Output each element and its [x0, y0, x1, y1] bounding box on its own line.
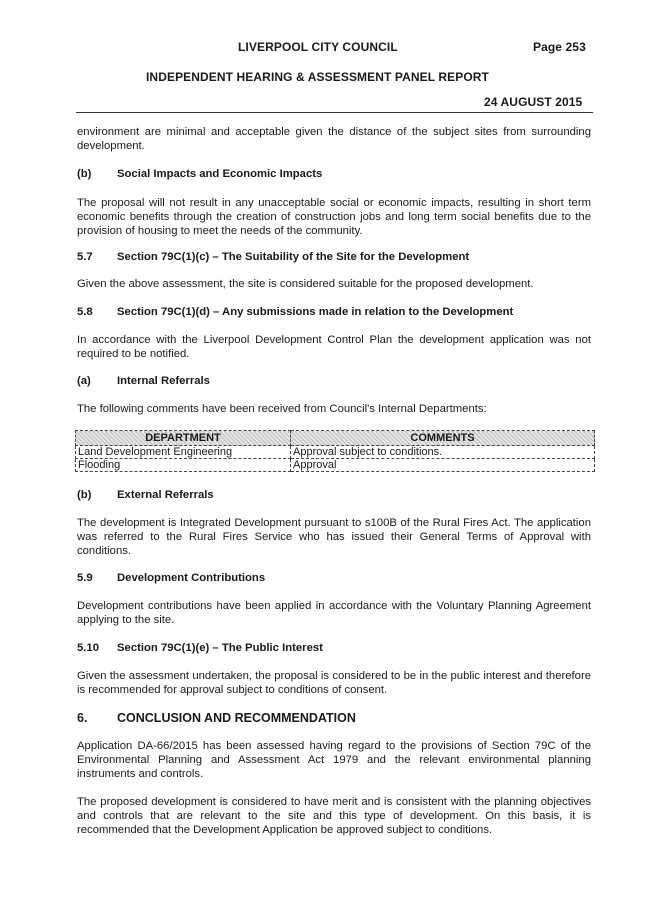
heading-conclusion: [77, 711, 356, 725]
heading-title: CONCLUSION AND RECOMMENDATION: [117, 711, 356, 725]
column-header-department: DEPARTMENT: [76, 431, 291, 446]
table-cell: Land Development Engineering: [76, 446, 291, 459]
council-name: LIVERPOOL CITY COUNCIL: [238, 40, 398, 54]
heading-internal-referrals: [77, 375, 210, 387]
conclusion-paragraph-2: The proposed development is considered to have merit and is consistent with the planning objectives and controls that are relevant to the site and this type of development. On this basis, it is recommended that the Development Application be approved subject to conditions.: [77, 796, 591, 836]
column-header-comments: COMMENTS: [291, 431, 595, 446]
heading-number: (b): [77, 489, 92, 501]
report-date: 24 AUGUST 2015: [484, 95, 583, 109]
heading-number: 6.: [77, 711, 88, 725]
heading-number: (a): [77, 375, 91, 387]
table-cell: Approval: [291, 459, 595, 472]
heading-5-8: [77, 306, 513, 318]
table-cell: Approval subject to conditions.: [291, 446, 595, 459]
header-rule: [76, 112, 593, 113]
external-referrals-paragraph: The development is Integrated Development pursuant to s100B of the Rural Fires Act. The application was referred to the Rural Fires Service who has issued their General Terms of Approval with conditions.: [77, 517, 591, 557]
heading-title: Section 79C(1)(c) – The Suitability of the Site for the Development: [117, 251, 470, 263]
heading-title: Internal Referrals: [117, 375, 210, 387]
table-header-row: [76, 431, 595, 446]
section-5-8-paragraph: In accordance with the Liverpool Development Control Plan the development application was not required to be notified.: [77, 334, 591, 360]
heading-number: 5.7: [77, 251, 93, 263]
heading-5-10: [77, 642, 323, 654]
heading-number: 5.10: [77, 642, 99, 654]
report-title: INDEPENDENT HEARING & ASSESSMENT PANEL REPORT: [146, 70, 489, 84]
social-impacts-paragraph: The proposal will not result in any unacceptable social or economic impacts, resulting in short term economic benefits through the creation of construction jobs and long term social benefits due to the provision of housing to meet the needs of the community.: [77, 197, 591, 237]
heading-title: Section 79C(1)(e) – The Public Interest: [117, 642, 323, 654]
heading-number: (b): [77, 168, 92, 180]
heading-5-7: [77, 251, 469, 263]
heading-title: Social Impacts and Economic Impacts: [117, 168, 323, 180]
table-row: [76, 459, 595, 472]
intro-paragraph: environment are minimal and acceptable given the distance of the subject sites from surrounding development.: [77, 126, 591, 152]
heading-title: Development Contributions: [117, 572, 266, 584]
heading-title: Section 79C(1)(d) – Any submissions made in relation to the Development: [117, 306, 514, 318]
heading-social-impacts: [77, 168, 322, 180]
heading-external-referrals: [77, 489, 214, 501]
heading-number: 5.9: [77, 572, 93, 584]
section-5-7-paragraph: Given the above assessment, the site is considered suitable for the proposed development.: [77, 278, 534, 290]
section-5-10-paragraph: Given the assessment undertaken, the proposal is considered to be in the public interest and therefore is recommended for approval subject to conditions of consent.: [77, 670, 591, 696]
internal-referrals-paragraph: The following comments have been received from Council's Internal Departments:: [77, 403, 487, 415]
heading-title: External Referrals: [117, 489, 214, 501]
table-row: [76, 446, 595, 459]
conclusion-paragraph-1: Application DA-66/2015 has been assessed having regard to the provisions of Section 79C of the Environmental Planning and Assessment Act 1979 and the relevant environmental planning instruments and controls.: [77, 740, 591, 780]
heading-number: 5.8: [77, 306, 93, 318]
heading-5-9: [77, 572, 265, 584]
referrals-table: [75, 430, 595, 472]
page-number: Page 253: [533, 40, 586, 54]
table-cell: Flooding: [76, 459, 291, 472]
section-5-9-paragraph: Development contributions have been applied in accordance with the Voluntary Planning Agreement applying to the site.: [77, 600, 591, 626]
